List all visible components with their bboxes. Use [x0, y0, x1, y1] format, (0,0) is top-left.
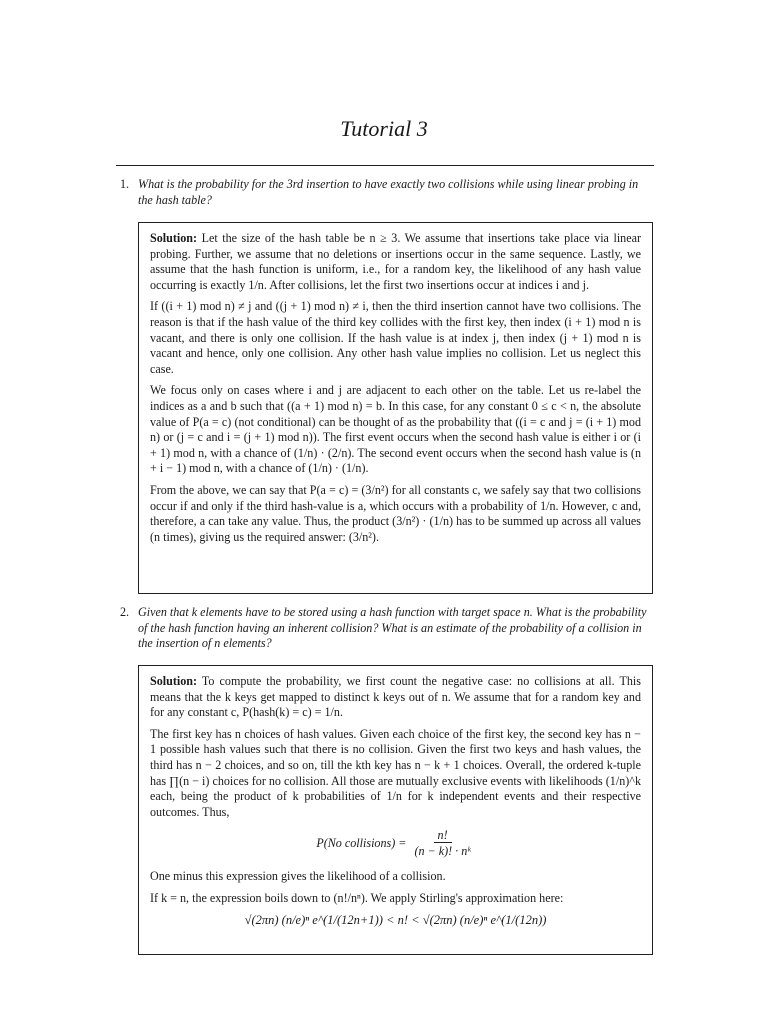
solution-2-label: Solution:: [150, 674, 198, 688]
solution-1-box: [138, 222, 653, 594]
equation-denominator: (n − k)! · nᵏ: [414, 844, 471, 859]
equation-numerator: n!: [434, 828, 452, 843]
solution-1-para-1: [150, 231, 641, 293]
solution-2-para-2: The first key has n choices of hash values. Given each choice of the first key, the second key has n − 1 possible hash values such that there is no collision. Given the first two keys and hash values, the third has n − 2 choices, and so on, till the kth key has n − k + 1 choices. Overall, the ordered k-tuple has ∏(n − i) choices for no collision. All those are mutually exclusive events with likelihoods (1/n)^k each, being the product of k probabilities of 1/n for k independent events and their respective outcomes. Thus,: [150, 726, 641, 819]
question-2: [120, 605, 655, 652]
equation-lhs: P(No collisions) =: [316, 836, 407, 851]
solution-1-para-3: We focus only on cases where i and j are adjacent to each other on the table. Let us re-label the indices as a and b such that ((a + 1) mod n) = b. In this case, for any constant 0 ≤ c < n, the absolute value of P(a = c) (not conditional) can be thought of as the probability that ((i = c and j = (i + 1) mod n) or (j = c and i = (j + 1) mod n)). The first event occurs when the second hash value is either i or (i + 1) mod n, with a chance of (1/n) · (2/n). The second event occurs when the second hash value is (n + i − 1) mod n, with a chance of (1/n) · (1/n).: [150, 383, 641, 476]
no-collision-equation: [150, 828, 641, 859]
solution-2-para-1: [150, 674, 641, 721]
question-1: [120, 177, 655, 208]
question-1-number: 1.: [120, 177, 130, 191]
question-2-text: Given that k elements have to be stored using a hash function with target space n. What is the probability of the hash function having an inherent collision? What is an estimate of the probability of a collision in the insertion of n elements?: [138, 605, 647, 650]
page-title: Tutorial 3: [340, 116, 428, 141]
solution-2-para-1-text: To compute the probability, we first count the negative case: no collisions at all. This means that the k keys get mapped to distinct k keys out of n. We assume that for a random key and for any constant c, P(hash(k) = c) = 1/n.: [150, 674, 641, 720]
solution-1-para-2: If ((i + 1) mod n) ≠ j and ((j + 1) mod n) ≠ i, then the third insertion cannot have two collisions. The reason is that if the hash value of the third key collides with the first key, then index (i + 1) mod n is vacant, and there is only one collision. If the hash value is at index j, then index (j + 1) mod n is vacant and hence, only one collision. Any other hash value implies no collision. Let us neglect this case.: [150, 299, 641, 376]
question-1-text: What is the probability for the 3rd insertion to have exactly two collisions while using linear probing in the hash table?: [138, 177, 639, 207]
title-rule: [116, 165, 654, 166]
solution-2-para-3: One minus this expression gives the likelihood of a collision.: [150, 869, 446, 884]
solution-2-para-4: If k = n, the expression boils down to (n!/nⁿ). We apply Stirling's approximation here:: [150, 890, 564, 905]
equation-fraction: [410, 828, 474, 859]
solution-1-para-4: From the above, we can say that P(a = c) = (3/n²) for all constants c, we safely say that two collisions occur if and only if the third hash-value is a, which occurs with a probability of 1/n. However, c and, therefore, a can take any value. Thus, the product (3/n²) · (1/n) has to be summed up across all values (n times), giving us the required answer: (3/n²).: [150, 482, 641, 544]
solution-1-para-1-text: Let the size of the hash table be n ≥ 3. We assume that insertions take place via linear probing. Further, we assume that no deletions or insertions occur in the same sequence. Lastly, we assume that the hash function is uniform, i.e., for a random key, the likelihood of any hash value occurring is exactly 1/n. After collisions, let the first two insertions occur at indices i and j.: [150, 231, 641, 292]
solution-1-label: Solution:: [150, 231, 198, 245]
stirling-approximation: √(2πn) (n/e)ⁿ e^(1/(12n+1)) < n! < √(2πn) (n/e)ⁿ e^(1/(12n)): [244, 912, 547, 927]
question-2-number: 2.: [120, 605, 130, 619]
solution-2-box: [138, 665, 653, 955]
